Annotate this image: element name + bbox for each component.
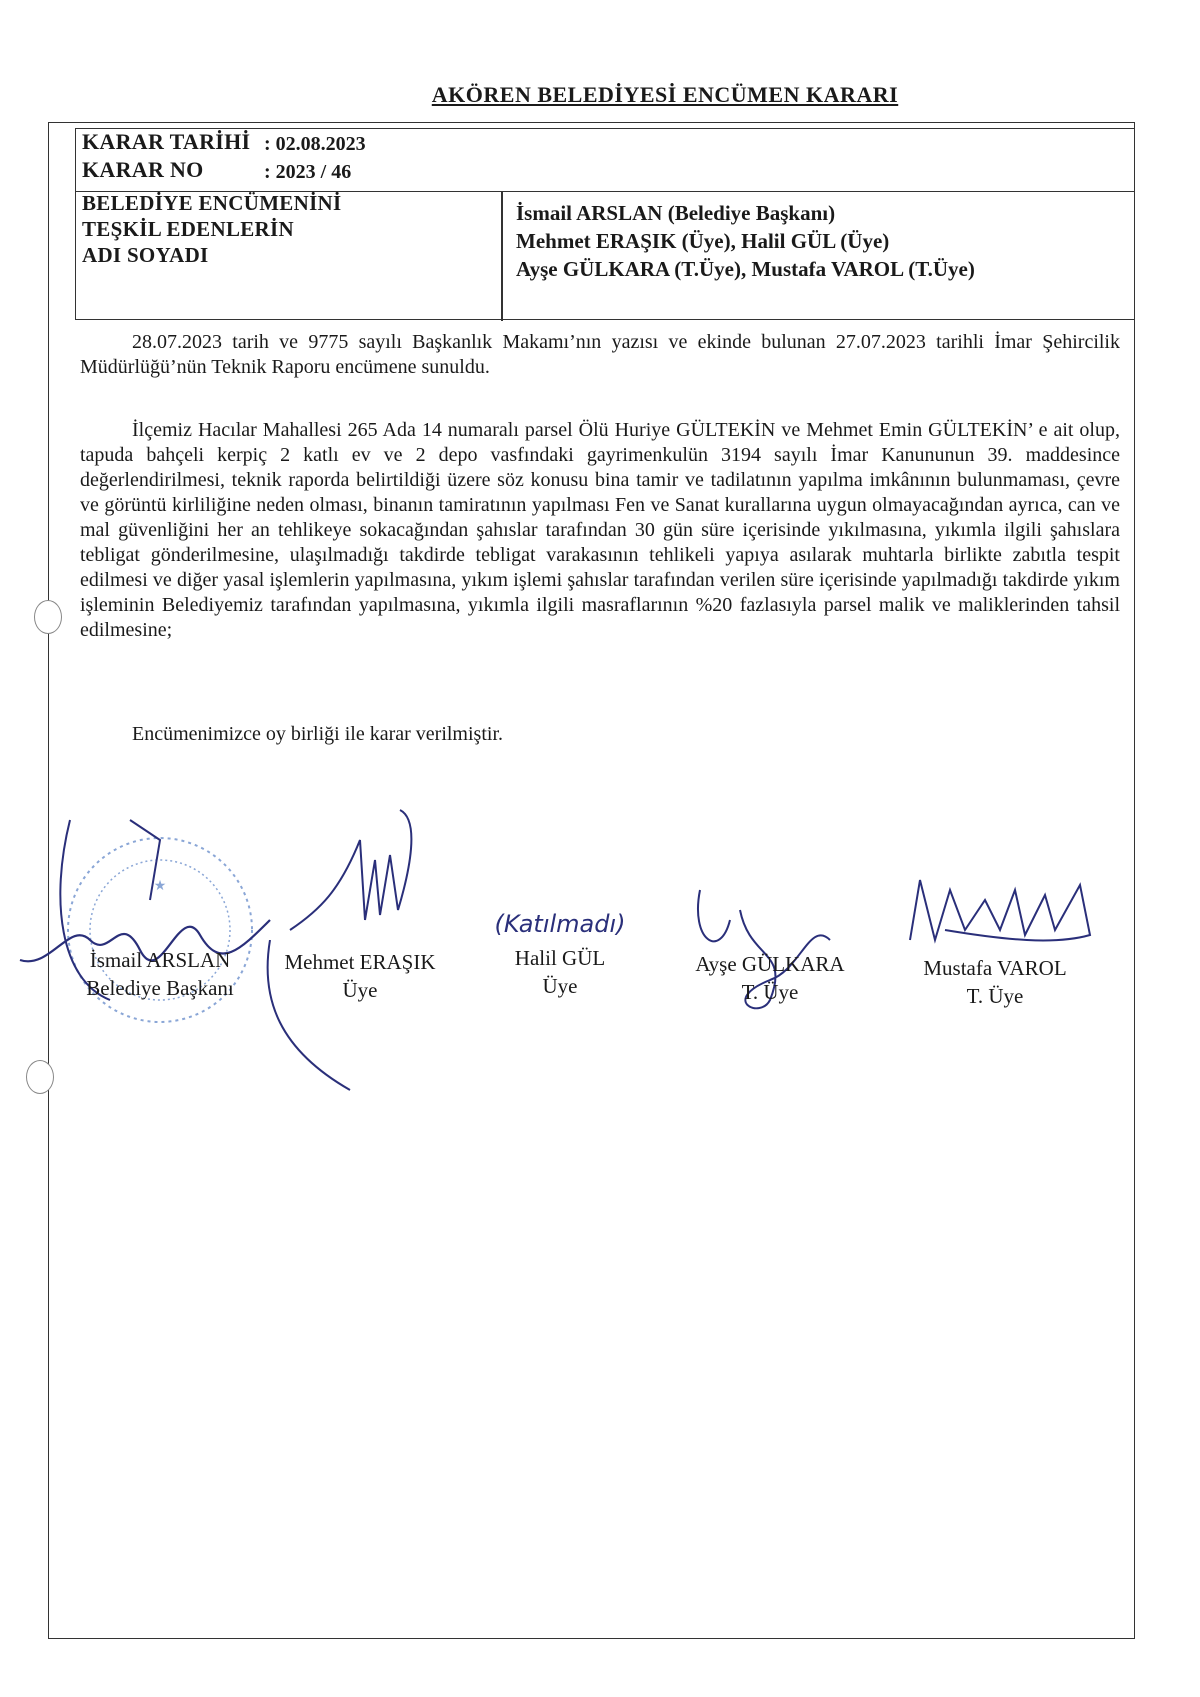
document-title: AKÖREN BELEDİYESİ ENCÜMEN KARARI: [431, 82, 899, 107]
paragraph-report-submission: 28.07.2023 tarih ve 9775 sayılı Başkanlık Makamı’nın yazısı ve ekinde bulunan 27.07.2023 tarihli İmar Şehircilik Müdürlüğü’nün Teknik Raporu encümene sunuldu.: [80, 331, 1120, 378]
decision-date-value: : 02.08.2023: [264, 133, 366, 155]
members-line-1: İsmail ARSLAN (Belediye Başkanı): [516, 201, 836, 225]
members-label-line-3: ADI SOYADI: [82, 243, 209, 267]
signature-block-halil-gul: [480, 944, 640, 1000]
decision-date-label: KARAR TARİHİ: [82, 129, 251, 154]
signer-name: Mustafa VAROL: [923, 956, 1067, 980]
members-label-line-1: BELEDİYE ENCÜMENİNİ: [82, 191, 342, 215]
signer-role: Belediye Başkanı: [86, 976, 234, 1000]
members-label-line-2: TEŞKİL EDENLERİN: [82, 217, 294, 241]
absence-note: (Katılmadı): [494, 910, 626, 938]
paragraph-unanimous-decision: Encümenimizce oy birliği ile karar verilmiştir.: [132, 723, 503, 745]
signature-mehmet-erasik: [280, 800, 440, 950]
signature-block-mustafa-varol: [905, 954, 1085, 1010]
signer-name: Mehmet ERAŞIK: [284, 950, 436, 974]
members-line-2: Mehmet ERAŞIK (Üye), Halil GÜL (Üye): [516, 229, 890, 253]
signer-role: Üye: [342, 978, 378, 1002]
punch-hole-top: [34, 600, 62, 634]
signer-role: T. Üye: [741, 980, 799, 1004]
signature-block-mehmet-erasik: [270, 948, 450, 1004]
punch-hole-bottom: [26, 1060, 54, 1094]
signature-block-ayse-gulkara: [680, 950, 860, 1006]
signature-mustafa-varol: [905, 870, 1105, 960]
decision-info-row: [76, 129, 1134, 192]
decision-no-value: : 2023 / 46: [264, 161, 352, 183]
decision-no-label: KARAR NO: [82, 157, 204, 182]
svg-text:★: ★: [153, 878, 167, 894]
signer-name: İsmail ARSLAN: [89, 948, 231, 972]
signer-name: Ayşe GÜLKARA: [695, 952, 845, 976]
decision-header-table: [75, 128, 1135, 320]
paragraph-demolition-decision: İlçemiz Hacılar Mahallesi 265 Ada 14 numaralı parsel Ölü Huriye GÜLTEKİN ve Mehmet Emin GÜLTEKİN’ e ait olup, tapuda bahçeli kerpiç 2 katlı ev ve 2 depo vasfındaki gayrimenkulün 3194 sayılı İmar Kanununun 39. maddesince değerlendirilmesi, teknik raporda belirtildiği üzere söz konusu bina tamir ve tadilatının yapılma imkânının bulunmaması, çevre ve görüntü kirliliğine neden olması, binanın tamiratının yapılması Fen ve Sanat kurallarına uygun olmayacağından ayrıca, can ve mal güvenliğini her an tehlikeye sokacağından şahıslar tarafından 30 gün süre içerisinde yıkılmasına, yıkımla ilgili şahıslara tebligat gönderilmesine, ulaşılmadığı takdirde tebligat varakasının tehlikeli yapıya asılarak muhtarla birlikte zabıtla tespit edilmesi ve diğer yasal işlemlerin yapılmasına, yıkım işlemi şahıslar tarafından verilen süre içerisinde yapılmadığı takdirde yıkım işleminin Belediyemiz tarafından yapılmasına, yıkımla ilgili masraflarının %20 fazlasıyla parsel malik ve maliklerinden tahsil edilmesine;: [80, 419, 1120, 641]
signer-role: T. Üye: [966, 984, 1024, 1008]
signature-block-ismail-arslan: [60, 946, 260, 1002]
members-line-3: Ayşe GÜLKARA (T.Üye), Mustafa VAROL (T.Üye): [516, 257, 975, 281]
members-column-divider: [501, 191, 503, 321]
signer-name: Halil GÜL: [514, 946, 606, 970]
signer-role: Üye: [542, 974, 578, 998]
